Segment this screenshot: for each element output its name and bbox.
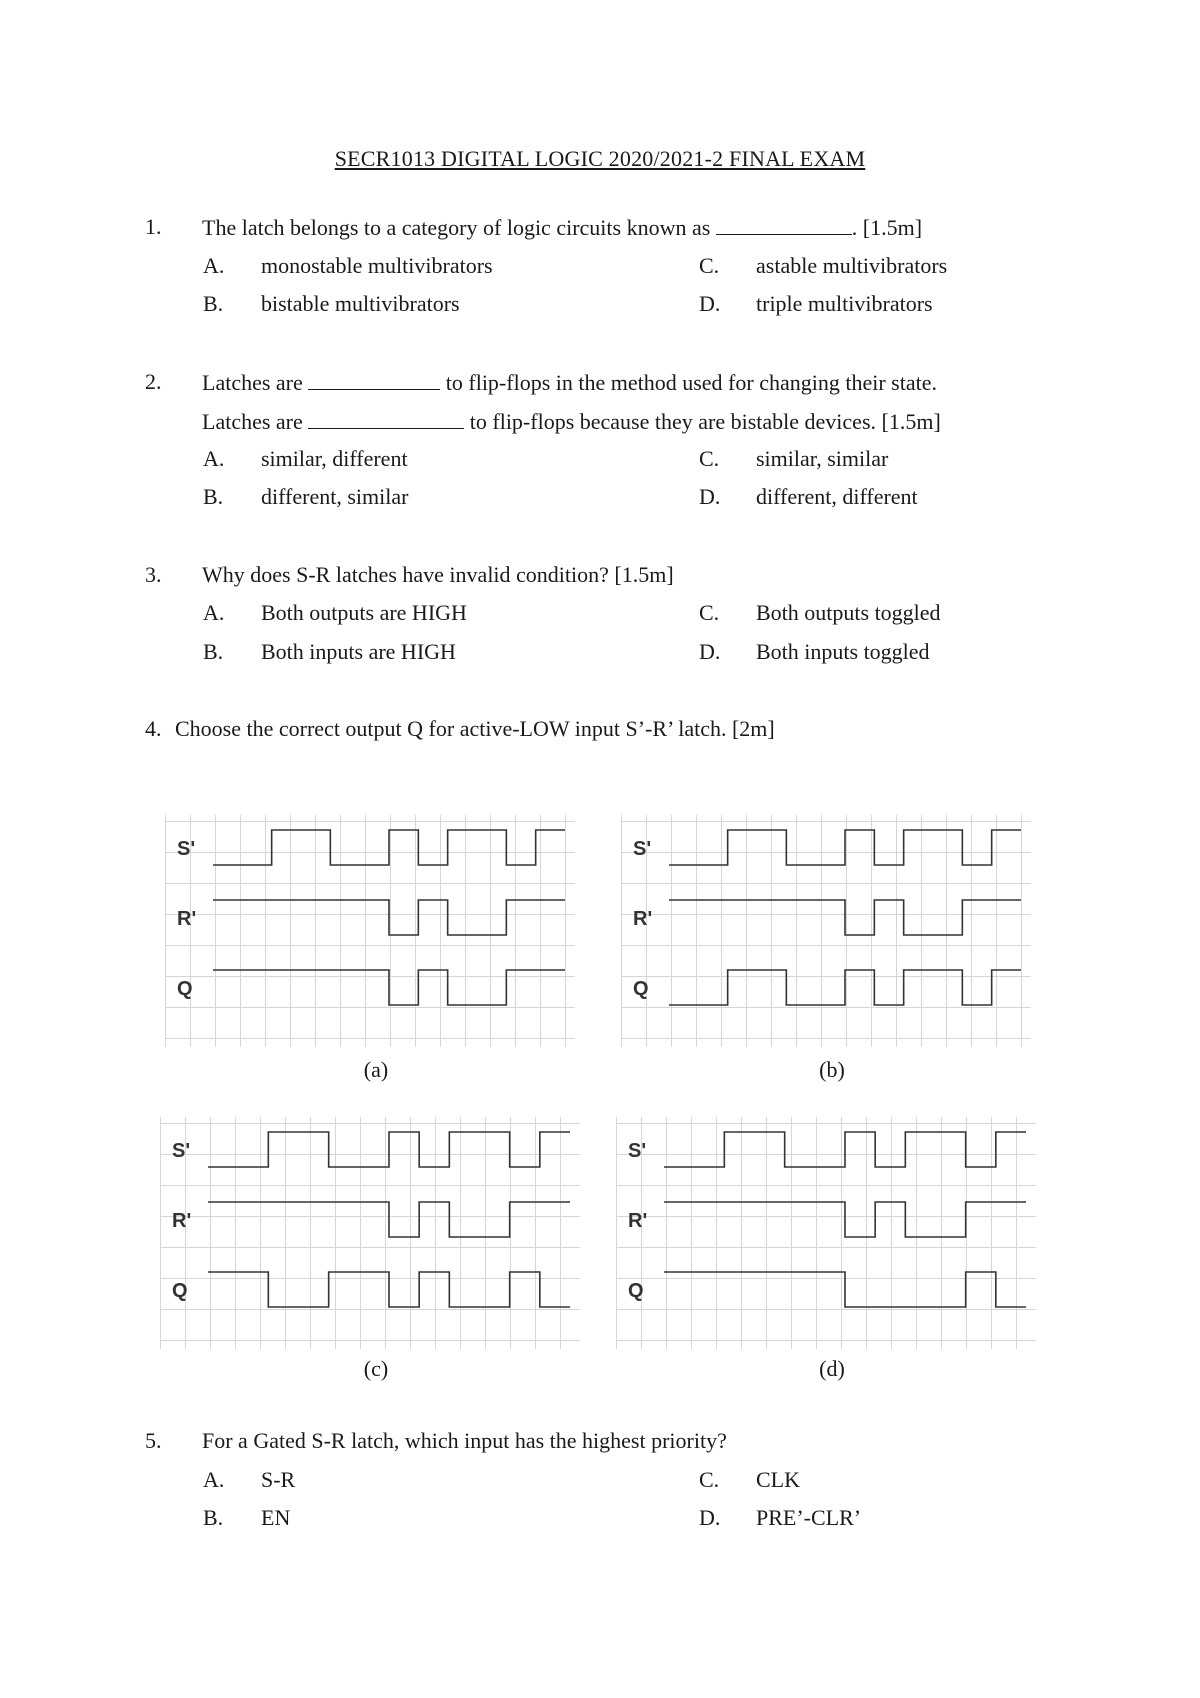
option-text: different, similar [261,484,409,509]
option-letter: C. [699,1467,720,1492]
option-letter: C. [699,446,720,471]
option-text: EN [261,1505,291,1530]
option-letter: C. [699,253,720,278]
signal-label-s: S' [628,1140,647,1162]
waveform-q [208,1272,570,1307]
option-text: astable multivibrators [756,253,948,278]
signal-label-q: Q [177,978,193,1000]
question-stem: Choose the correct output Q for active-LOW input S’-R’ latch. [2m] [175,716,775,741]
option-letter: C. [699,600,720,625]
waveform-r [664,1202,1026,1237]
option-text: Both outputs toggled [756,600,941,625]
timing-diagram-svg [616,1117,1036,1349]
question-stem-line-1: Latches are to flip-flops in the method used for changing their state. [202,370,937,395]
option-text: similar, similar [756,446,889,471]
option-text: Both inputs toggled [756,639,930,664]
answer-blank [716,214,852,235]
option-text: S-R [261,1467,296,1492]
question-number: 4. [145,716,162,741]
option-letter: B. [203,291,224,316]
waveform-r [208,1202,570,1237]
diagram-caption-c: (c) [363,1356,389,1381]
option-letter: A. [203,253,225,278]
option-text: different, different [756,484,918,509]
signal-label-r: R' [633,908,653,930]
signal-label-r: R' [172,1210,192,1232]
option-text: Both inputs are HIGH [261,639,456,664]
answer-blank [308,369,440,390]
signal-label-r: R' [628,1210,648,1232]
signal-label-s: S' [172,1140,191,1162]
option-letter: D. [699,1505,721,1530]
option-letter: B. [203,484,224,509]
option-text: PRE’-CLR’ [756,1505,862,1530]
option-letter: D. [699,639,721,664]
signal-label-q: Q [628,1280,644,1302]
question-stem: The latch belongs to a category of logic circuits known as . [1.5m] [202,215,923,240]
option-letter: D. [699,291,721,316]
question-number: 3. [145,562,162,587]
diagram-caption-b: (b) [819,1057,845,1082]
signal-label-s: S' [633,838,652,860]
timing-diagram-b [621,815,1031,1047]
timing-diagram-svg [165,815,575,1047]
waveform-q [664,1272,1026,1307]
option-letter: B. [203,1505,224,1530]
option-text: similar, different [261,446,408,471]
option-text: bistable multivibrators [261,291,460,316]
option-letter: A. [203,1467,225,1492]
waveform-s [664,1132,1026,1167]
question-number: 5. [145,1428,162,1453]
exam-title: SECR1013 DIGITAL LOGIC 2020/2021-2 FINAL EXAM [334,146,866,171]
option-letter: D. [699,484,721,509]
question-number: 1. [145,214,162,239]
option-letter: A. [203,600,225,625]
signal-label-r: R' [177,908,197,930]
waveform-s [208,1132,570,1167]
question-number: 2. [145,369,162,394]
diagram-caption-a: (a) [363,1057,389,1082]
signal-label-q: Q [172,1280,188,1302]
timing-diagram-d [616,1117,1036,1349]
timing-diagram-svg [160,1117,580,1349]
option-text: monostable multivibrators [261,253,493,278]
question-stem: Why does S-R latches have invalid condition? [1.5m] [202,562,674,587]
answer-blank [308,408,464,429]
option-letter: A. [203,446,225,471]
option-text: triple multivibrators [756,291,933,316]
option-text: Both outputs are HIGH [261,600,467,625]
question-stem: For a Gated S-R latch, which input has the highest priority? [202,1428,727,1453]
timing-diagram-c [160,1117,580,1349]
diagram-caption-d: (d) [819,1356,845,1381]
timing-diagram-svg [621,815,1031,1047]
timing-diagram-a [165,815,575,1047]
signal-label-s: S' [177,838,196,860]
question-stem-line-2: Latches are to flip-flops because they are bistable devices. [1.5m] [202,409,941,434]
option-text: CLK [756,1467,800,1492]
signal-label-q: Q [633,978,649,1000]
option-letter: B. [203,639,224,664]
